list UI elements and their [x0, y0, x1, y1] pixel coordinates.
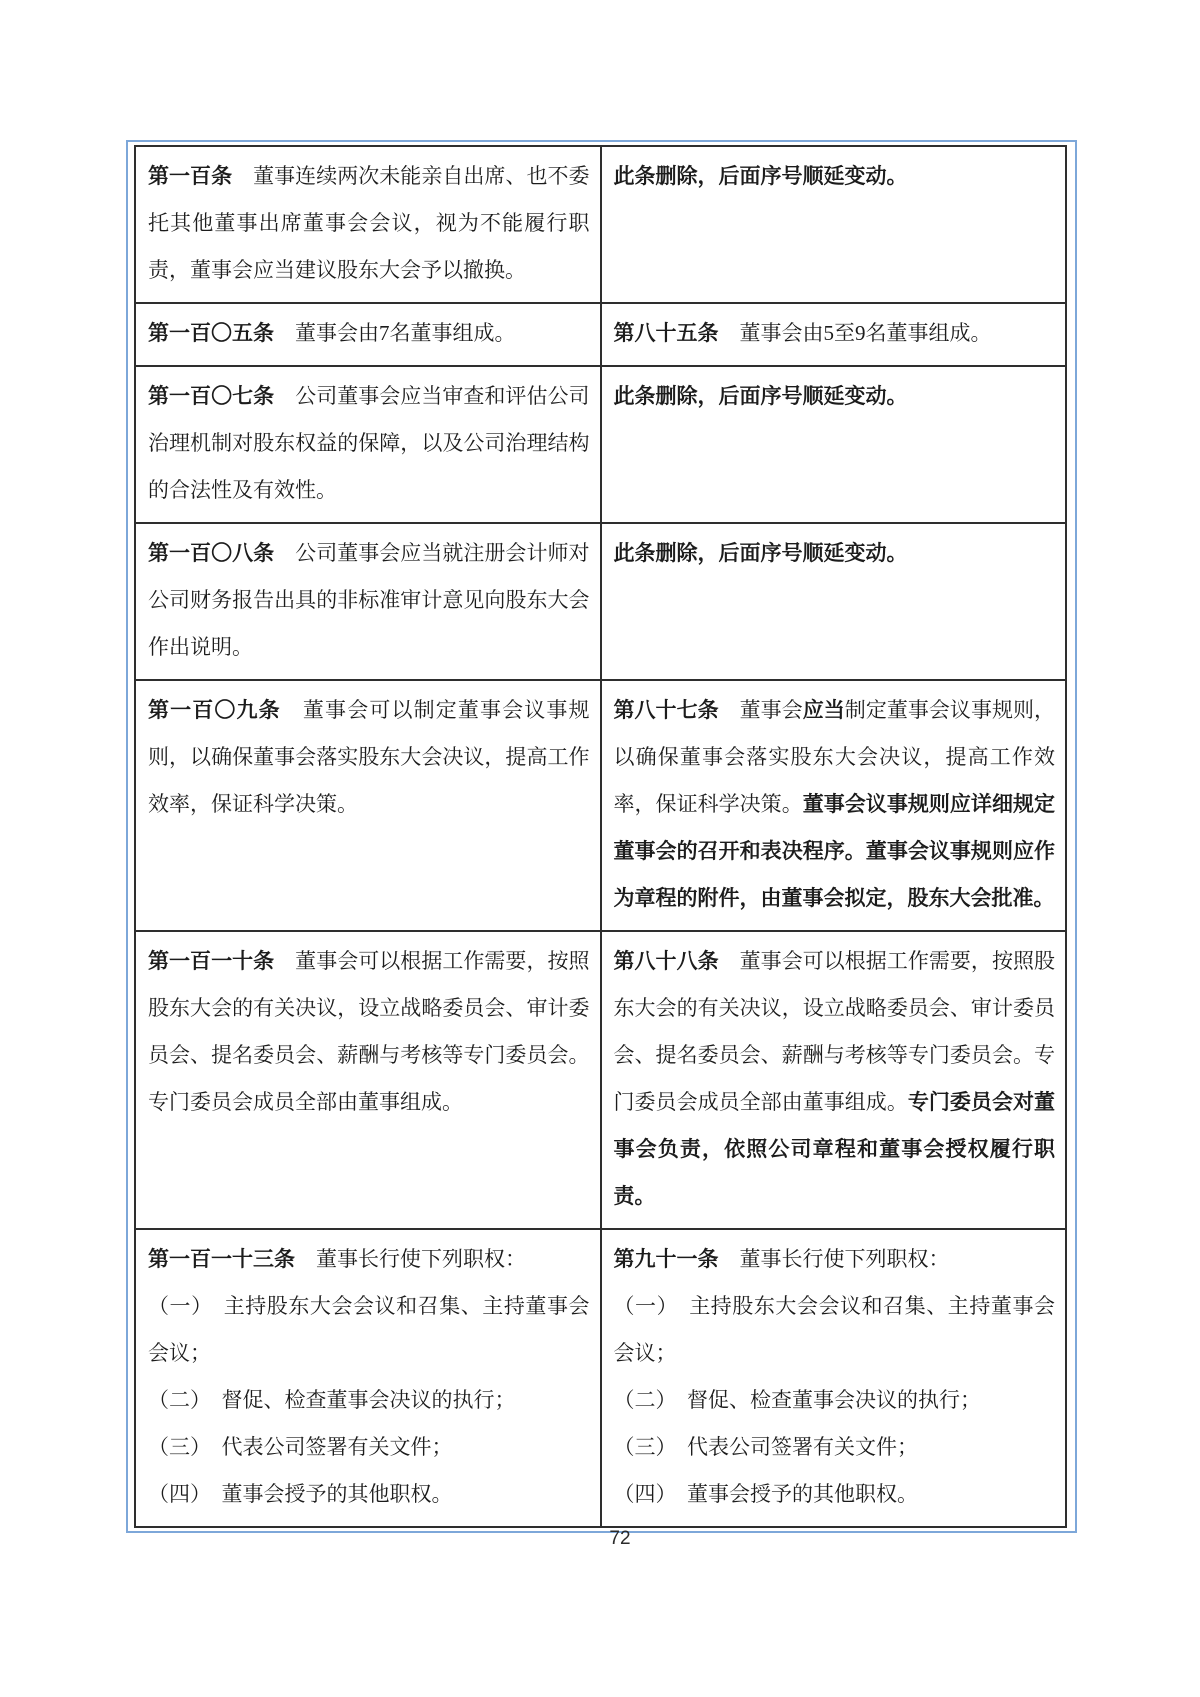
bold-run: 第八十五条 [613, 321, 719, 345]
bold-run: 应当 [802, 698, 845, 722]
paragraph [614, 310, 1056, 357]
text-run: （一） 主持股东大会会议和召集、主持董事会会议； [148, 1294, 590, 1365]
text-run: （三） 代表公司签署有关文件； [148, 1435, 453, 1459]
text-run: 公司董事会应当就注册会计师对公司财务报告出具的非标准审计意见向股东大会作出说明。 [148, 541, 590, 659]
old-article-cell [135, 303, 601, 366]
paragraph [614, 1236, 1056, 1283]
old-article-cell [135, 1229, 601, 1527]
bold-run: 第八十七条 [613, 698, 719, 722]
paragraph [614, 687, 1056, 922]
table-row [135, 680, 1066, 931]
paragraph [614, 1424, 1056, 1471]
comparison-table [134, 145, 1067, 1528]
bold-run: 第一百〇七条 [148, 384, 275, 408]
old-article-cell [135, 931, 601, 1229]
revised-article-cell [601, 303, 1067, 366]
text-run: 董事会 [718, 698, 803, 722]
text-run: 董事连续两次未能亲自出席、也不委托其他董事出席董事会会议，视为不能履行职责，董事会应当建议股东大会予以撤换。 [148, 164, 590, 282]
paragraph [148, 1283, 590, 1377]
bold-run: 第一百〇五条 [148, 321, 274, 345]
paragraph [148, 1377, 590, 1424]
paragraph [148, 153, 590, 294]
paragraph [148, 310, 590, 357]
bold-run: 第八十八条 [613, 949, 719, 973]
paragraph [614, 153, 1056, 200]
bold-run: 此条删除，后面序号顺延变动。 [613, 384, 908, 408]
table-frame [126, 140, 1077, 1533]
table-row [135, 931, 1066, 1229]
paragraph [148, 1424, 590, 1471]
text-run: 董事会可以制定董事会议事规则，以确保董事会落实股东大会决议，提高工作效率，保证科学决策。 [148, 698, 590, 816]
text-run: （一） 主持股东大会会议和召集、主持董事会会议； [613, 1294, 1055, 1365]
revised-article-cell [601, 523, 1067, 680]
text-run: （二） 督促、检查董事会决议的执行； [148, 1388, 516, 1412]
bold-run: 此条删除，后面序号顺延变动。 [613, 164, 908, 188]
text-run: 董事长行使下列职权： [718, 1247, 950, 1271]
bold-run: 第一百〇八条 [148, 541, 275, 565]
bold-run: 第一百条 [148, 164, 233, 188]
bold-run: 第九十一条 [613, 1247, 719, 1271]
page-number: 72 [609, 1528, 631, 1549]
text-run: 董事会可以根据工作需要，按照股东大会的有关决议，设立战略委员会、审计委员会、提名委员会、薪酬与考核等专门委员会。专门委员会成员全部由董事组成。 [613, 949, 1055, 1114]
text-run: （四） 董事会授予的其他职权。 [148, 1482, 453, 1506]
text-run: （四） 董事会授予的其他职权。 [613, 1482, 918, 1506]
bold-run: 董事会议事规则应详细规定董事会的召开和表决程序。董事会议事规则应作为章程的附件，由董事会拟定，股东大会批准。 [613, 792, 1056, 910]
paragraph [614, 373, 1056, 420]
text-run: 董事会由7名董事组成。 [274, 321, 516, 345]
bold-run: 第一百〇九条 [148, 698, 281, 722]
bold-run: 第一百一十条 [148, 949, 275, 973]
text-run: （二） 督促、检查董事会决议的执行； [613, 1388, 981, 1412]
revised-article-cell [601, 1229, 1067, 1527]
paragraph [614, 1471, 1056, 1518]
revised-article-cell [601, 680, 1067, 931]
old-article-cell [135, 366, 601, 523]
paragraph [148, 530, 590, 671]
text-run: 制定董事会议事规则，以确保董事会落实股东大会决议，提高工作效率，保证科学决策。 [613, 698, 1056, 816]
revised-article-cell [601, 146, 1067, 303]
revised-article-cell [601, 366, 1067, 523]
table-row [135, 1229, 1066, 1527]
table-row [135, 146, 1066, 303]
paragraph [614, 530, 1056, 577]
paragraph [148, 687, 590, 828]
old-article-cell [135, 146, 601, 303]
text-run: 董事长行使下列职权： [295, 1247, 526, 1271]
text-run: 公司董事会应当审查和评估公司治理机制对股东权益的保障，以及公司治理结构的合法性及有效性。 [148, 384, 590, 502]
table-row [135, 523, 1066, 680]
paragraph [614, 938, 1056, 1220]
bold-run: 此条删除，后面序号顺延变动。 [613, 541, 908, 565]
bold-run: 专门委员会对董事会负责，依照公司章程和董事会授权履行职责。 [613, 1090, 1056, 1208]
table-row [135, 366, 1066, 523]
paragraph [148, 1236, 590, 1283]
paragraph [148, 373, 590, 514]
paragraph [614, 1377, 1056, 1424]
old-article-cell [135, 680, 601, 931]
text-run: （三） 代表公司签署有关文件； [613, 1435, 918, 1459]
text-run: 董事会由5至9名董事组成。 [718, 321, 992, 345]
text-run: 董事会可以根据工作需要，按照股东大会的有关决议，设立战略委员会、审计委员会、提名委员会、薪酬与考核等专门委员会。专门委员会成员全部由董事组成。 [148, 949, 590, 1114]
paragraph [148, 938, 590, 1126]
revised-article-cell [601, 931, 1067, 1229]
paragraph [148, 1471, 590, 1518]
comparison-table-body [135, 146, 1066, 1527]
table-row [135, 303, 1066, 366]
bold-run: 第一百一十三条 [148, 1247, 295, 1271]
paragraph [614, 1283, 1056, 1377]
old-article-cell [135, 523, 601, 680]
